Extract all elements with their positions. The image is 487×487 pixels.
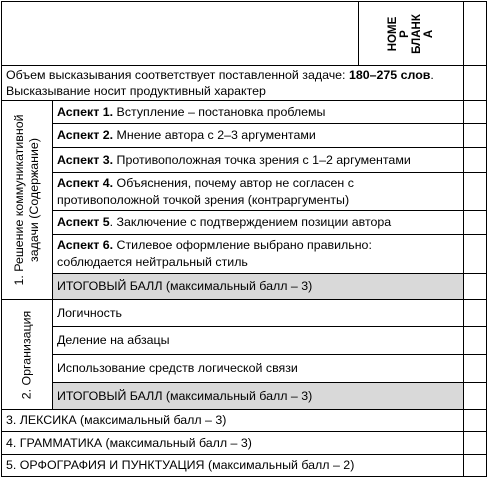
organization-total-cell: ИТОГОВЫЙ БАЛЛ (максимальный балл – 3) <box>53 383 464 410</box>
score-cell-lexis[interactable] <box>464 410 487 432</box>
score-cell-aspect-5[interactable] <box>464 211 487 235</box>
organization-category-cell <box>2 300 53 410</box>
grammar-cell: 4. ГРАММАТИКА (максимальный балл – 3) <box>2 432 464 455</box>
score-cell-aspect-2[interactable] <box>464 124 487 148</box>
aspect-6-cell: Аспект 6. Стилевое оформление выбрано правильно: соблюдается нейтральный стиль <box>53 235 464 274</box>
score-cell-content-total[interactable] <box>464 274 487 300</box>
content-category-cell <box>2 101 53 300</box>
organization-row-3 <box>2 355 487 383</box>
blank-number-header <box>359 2 464 66</box>
organization-category-label: 2. Организация <box>19 310 34 399</box>
organization-row-1 <box>2 300 487 327</box>
blank-number-wrapper <box>359 2 463 65</box>
grammar-row <box>2 432 487 455</box>
organization-row-2 <box>2 327 487 355</box>
lexis-row <box>2 410 487 432</box>
content-total-row <box>2 274 487 300</box>
lexis-cell: 3. ЛЕКСИКА (максимальный балл – 3) <box>2 410 464 432</box>
content-category-label: 1. Решение коммуникативной задачи (Содержание) <box>12 114 41 286</box>
blank-number-line4: А <box>423 29 435 38</box>
score-cell-linking-devices[interactable] <box>464 355 487 383</box>
aspect-3-cell: Аспект 3. Противоположная точка зрения с 1–2 аргументами <box>53 148 464 173</box>
spelling-row <box>2 455 487 477</box>
aspect-row-5 <box>2 211 487 235</box>
score-cell-intro[interactable] <box>464 66 487 101</box>
intro-row <box>2 66 487 101</box>
blank-number-line2: Р <box>399 29 411 38</box>
intro-line2: Высказывание носит продуктивный характер <box>6 84 266 98</box>
aspect-4-cell: Аспект 4. Объяснения, почему автор не согласен с противоположной точкой зрения (контраргументы) <box>53 173 464 211</box>
aspect-row-2 <box>2 124 487 148</box>
content-total-cell: ИТОГОВЫЙ БАЛЛ (максимальный балл – 3) <box>53 274 464 300</box>
score-cell-grammar[interactable] <box>464 432 487 455</box>
aspect-row-3 <box>2 148 487 173</box>
header-row <box>2 2 487 66</box>
score-cell-aspect-4[interactable] <box>464 173 487 211</box>
aspect-row-6 <box>2 235 487 274</box>
aspect-row-1 <box>2 101 487 124</box>
score-cell-aspect-6[interactable] <box>464 235 487 274</box>
blank-number-line1: НОМЕ <box>387 16 399 51</box>
score-cell-logic[interactable] <box>464 300 487 327</box>
aspect-2-cell: Аспект 2. Мнение автора с 2–3 аргументами <box>53 124 464 148</box>
spelling-cell: 5. ОРФОГРАФИЯ И ПУНКТУАЦИЯ (максимальный балл – 2) <box>2 455 464 477</box>
score-cell-spelling[interactable] <box>464 455 487 477</box>
organization-total-row <box>2 383 487 410</box>
score-cell-header <box>464 2 487 66</box>
aspect-1-cell: Аспект 1. Вступление – постановка проблемы <box>53 101 464 124</box>
aspect-row-4 <box>2 173 487 211</box>
score-cell-aspect-1[interactable] <box>464 101 487 124</box>
blank-number-label <box>387 14 435 54</box>
organization-item-linking-devices: Использование средств логической связи <box>53 355 464 383</box>
score-cell-aspect-3[interactable] <box>464 148 487 173</box>
intro-line1: Объем высказывания соответствует поставленной задаче: 180–275 слов. <box>6 68 434 82</box>
score-cell-organization-total[interactable] <box>464 383 487 410</box>
organization-item-paragraphs: Деление на абзацы <box>53 327 464 355</box>
intro-cell <box>2 66 464 101</box>
assessment-table <box>1 1 487 477</box>
score-cell-paragraphs[interactable] <box>464 327 487 355</box>
header-empty-cell <box>2 2 359 66</box>
blank-number-line3: БЛАНК <box>411 13 423 54</box>
aspect-5-cell: Аспект 5. Заключение с подтверждением позиции автора <box>53 211 464 235</box>
organization-item-logic: Логичность <box>53 300 464 327</box>
